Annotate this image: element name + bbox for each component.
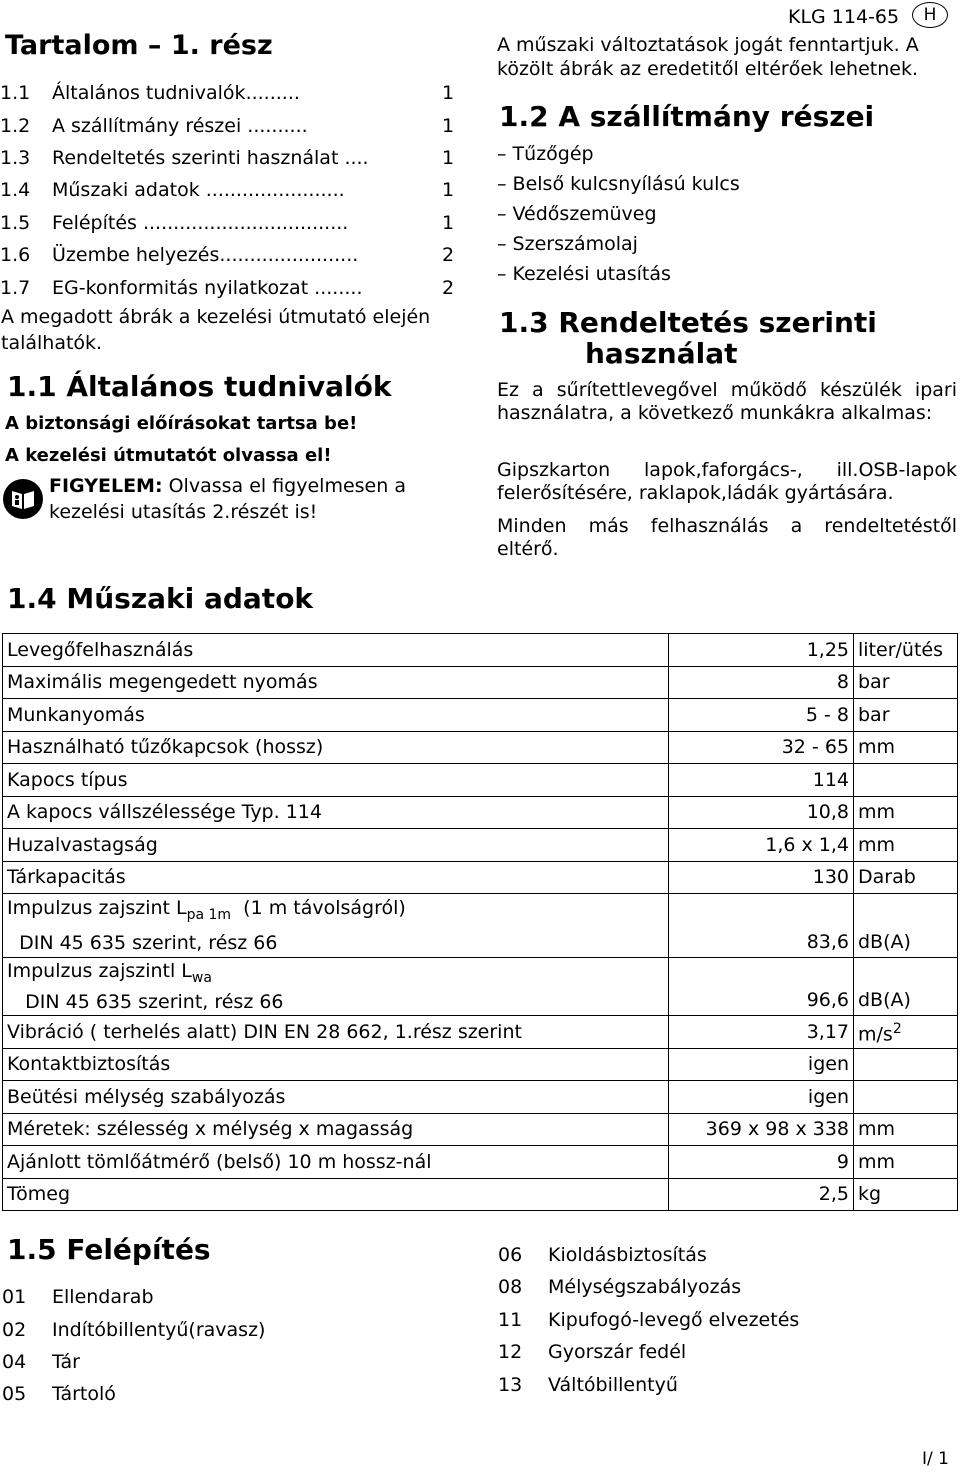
spec-unit: bar (854, 666, 958, 699)
spec-label: Kontaktbiztosítás (3, 1048, 669, 1081)
spec-label: Munkanyomás (3, 699, 669, 732)
warning-line-1: FIGYELEM: Olvassa el figyelmesen a (49, 475, 406, 497)
usage-paragraph-3: Minden más felhasználás a rendeltetéstől eltérő. (497, 515, 957, 560)
usage-paragraph-1: Ez a sűrítettlevegővel működő készülék ipari használatra, a következő munkákra alkalmas: (497, 379, 957, 424)
table-row (3, 699, 958, 732)
section-1-4-title: 1.4 Műszaki adatok (7, 582, 314, 615)
spec-unit: mm (854, 1146, 958, 1179)
spec-label: Vibráció ( terhelés alatt) DIN EN 28 662, 1.rész szerint (3, 1016, 669, 1049)
section-1-3-title-cont: használat (585, 337, 738, 370)
spec-label: Maximális megengedett nyomás (3, 666, 669, 699)
delivery-item: – Tűzőgép (497, 143, 594, 165)
spec-unit (854, 1081, 958, 1114)
table-row (3, 731, 958, 764)
toc-title: Tartalom – 1. rész (5, 30, 273, 61)
spec-value: 10,8 (669, 796, 854, 829)
language-badge: H (912, 2, 948, 28)
warning-line-2: kezelési utasítás 2.részét is! (49, 501, 318, 523)
section-1-3-title: 1.3 Rendeltetés szerinti (499, 306, 877, 339)
spec-value: 2,5 (669, 1178, 854, 1211)
table-row (3, 958, 958, 1016)
spec-unit: dB(A) (854, 894, 958, 958)
spec-label: Használható tűzőkapcsok (hossz) (3, 731, 669, 764)
spec-unit: mm (854, 1113, 958, 1146)
spec-unit: mm (854, 796, 958, 829)
spec-value: 9 (669, 1146, 854, 1179)
table-row (3, 666, 958, 699)
spec-value: 1,6 x 1,4 (669, 829, 854, 862)
spec-label: Ajánlott tömlőátmérő (belső) 10 m hossz-nál (3, 1146, 669, 1179)
table-row (3, 1178, 958, 1211)
spec-unit: liter/ütés (854, 634, 958, 667)
warning-label: FIGYELEM: (49, 475, 163, 497)
table-row (3, 1081, 958, 1114)
spec-unit: bar (854, 699, 958, 732)
table-row (3, 894, 958, 958)
spec-value: 5 - 8 (669, 699, 854, 732)
spec-unit (854, 1048, 958, 1081)
section-1-5-title: 1.5 Felépítés (7, 1233, 211, 1266)
spec-value: igen (669, 1048, 854, 1081)
spec-unit: Darab (854, 861, 958, 894)
page-number: I/ 1 (922, 1449, 949, 1469)
spec-label: Huzalvastagság (3, 829, 669, 862)
spec-label: Levegőfelhasználás (3, 634, 669, 667)
spec-unit (854, 764, 958, 797)
table-row (3, 1048, 958, 1081)
spec-value: 130 (669, 861, 854, 894)
spec-unit: mm (854, 829, 958, 862)
spec-label: Impulzus zajszintl $L_{wa}$ DIN 45 635 szerint, rész 66 (3, 958, 669, 1016)
spec-label: A kapocs vállszélessége Typ. 114 (3, 796, 669, 829)
model-code: KLG 114-65 (788, 6, 900, 28)
delivery-item: – Szerszámolaj (497, 233, 638, 255)
spec-value: 96,6 (669, 958, 854, 1016)
spec-value: 114 (669, 764, 854, 797)
spec-unit: dB(A) (854, 958, 958, 1016)
spec-label: Tömeg (3, 1178, 669, 1211)
spec-unit: mm (854, 731, 958, 764)
spec-value: 1,25 (669, 634, 854, 667)
spec-value: 8 (669, 666, 854, 699)
technical-notice: A műszaki változtatások jogát fenntartjuk. A közölt ábrák az eredetitől eltérőek lehetnek. (497, 34, 919, 80)
spec-label: Beütési mélység szabályozás (3, 1081, 669, 1114)
table-row (3, 1146, 958, 1179)
section-1-1-title: 1.1 Általános tudnivalók (7, 370, 392, 403)
spec-unit: kg (854, 1178, 958, 1211)
delivery-item: – Védőszemüveg (497, 203, 657, 225)
read-manual-note: A kezelési útmutatót olvassa el! (5, 445, 332, 466)
spec-label: Tárkapacitás (3, 861, 669, 894)
spec-label: Kapocs típus (3, 764, 669, 797)
spec-label: Impulzus zajszint $L_{pa 1m}$ (1 m távolságról) DIN 45 635 szerint, rész 66 (3, 894, 669, 958)
spec-value: 369 x 98 x 338 (669, 1113, 854, 1146)
table-row (3, 764, 958, 797)
delivery-item: – Kezelési utasítás (497, 263, 671, 285)
table-row (3, 634, 958, 667)
table-row (3, 861, 958, 894)
manual-book-icon (2, 478, 44, 520)
safety-note: A biztonsági előírásokat tartsa be! (5, 413, 358, 434)
table-row (3, 1016, 958, 1049)
table-row (3, 796, 958, 829)
toc-note: A megadott ábrák a kezelési útmutató elején találhatók. (1, 306, 431, 354)
spec-table (2, 633, 958, 1211)
table-row (3, 829, 958, 862)
spec-value: 83,6 (669, 894, 854, 958)
spec-value: 3,17 (669, 1016, 854, 1049)
delivery-item: – Belső kulcsnyílású kulcs (497, 173, 740, 195)
spec-label: Méretek: szélesség x mélység x magasság (3, 1113, 669, 1146)
spec-value: 32 - 65 (669, 731, 854, 764)
section-1-2-title: 1.2 A szállítmány részei (499, 100, 875, 133)
spec-value: igen (669, 1081, 854, 1114)
usage-paragraph-2: Gipszkarton lapok,faforgács-, ill.OSB-lapok felerősítésére, raklapok,ládák gyártására. (497, 459, 957, 504)
table-row (3, 1113, 958, 1146)
spec-unit: $m/s^2$ (854, 1016, 958, 1049)
